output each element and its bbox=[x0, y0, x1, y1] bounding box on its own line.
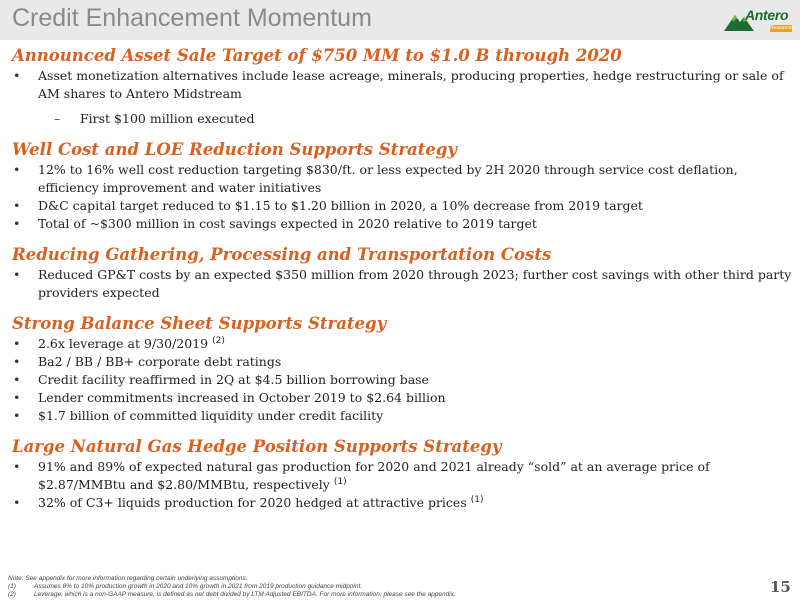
bullet-item bbox=[12, 494, 792, 512]
section-balance-sheet bbox=[12, 313, 792, 425]
section-heading: Well Cost and LOE Reduction Supports Strategy bbox=[12, 140, 457, 159]
footnote-item bbox=[8, 591, 708, 599]
bullet-item: • Asset monetization alternatives include lease acreage, minerals, producing properties, hedge restructuring or sale of AM shares to Antero Midstream bbox=[12, 67, 792, 103]
logo-subtitle: Resources bbox=[770, 25, 794, 31]
bullet-item bbox=[12, 458, 792, 494]
footnote-note: Note: See appendix for more information regarding certain underlying assumptions. bbox=[8, 575, 248, 582]
bullet-item bbox=[12, 335, 792, 353]
slide-content bbox=[12, 45, 792, 523]
bullet-item: • 12% to 16% well cost reduction targeting $830/ft. or less expected by 2H 2020 through service cost deflation, efficiency improvement and water initiatives bbox=[12, 161, 792, 197]
bullet-item: • D&C capital target reduced to $1.15 to $1.20 billion in 2020, a 10% decrease from 2019 target bbox=[12, 197, 792, 215]
slide-title: Credit Enhancement Momentum bbox=[12, 4, 372, 32]
footnote-text: Leverage, which is a non-GAAP measure, is defined as net debt divided by LTM Adjusted EBITDA. For more information, please see the appendix. bbox=[34, 591, 456, 598]
page-number: 15 bbox=[770, 578, 791, 596]
section-asset-sale bbox=[12, 45, 792, 128]
footnote-number: (1) bbox=[8, 583, 16, 590]
section-heading: Strong Balance Sheet Supports Strategy bbox=[12, 314, 387, 333]
bullet-text: 91% and 89% of expected natural gas production for 2020 and 2021 already “sold” at an average price of $2.87/MMBtu and $2.80/MMBtu, respectively bbox=[38, 459, 710, 492]
bullet-item: • Total of ~$300 million in cost savings expected in 2020 relative to 2019 target bbox=[12, 215, 792, 233]
footnote-item bbox=[8, 583, 708, 591]
sub-bullet-item: – First $100 million executed bbox=[12, 110, 792, 128]
section-hedge-position bbox=[12, 436, 792, 512]
footnote-ref: (1) bbox=[470, 495, 484, 505]
bullet-item: • Lender commitments increased in October 2019 to $2.64 billion bbox=[12, 389, 792, 407]
section-gpt-costs bbox=[12, 244, 792, 302]
bullet-item: • $1.7 billion of committed liquidity under credit facility bbox=[12, 407, 792, 425]
footnote-number: (2) bbox=[8, 591, 16, 598]
logo-wordmark: Antero bbox=[745, 7, 789, 23]
footnote-text: Assumes 8% to 10% production growth in 2020 and 10% growth in 2021 from 2019 production guidance midpoint. bbox=[34, 583, 363, 590]
section-heading: Large Natural Gas Hedge Position Supports Strategy bbox=[12, 437, 502, 456]
bullet-text: 32% of C3+ liquids production for 2020 hedged at attractive prices bbox=[38, 495, 467, 510]
title-bar bbox=[0, 0, 800, 40]
footnote-ref: (1) bbox=[333, 477, 347, 487]
bullet-item: • Credit facility reaffirmed in 2Q at $4.5 billion borrowing base bbox=[12, 371, 792, 389]
section-heading: Announced Asset Sale Target of $750 MM to $1.0 B through 2020 bbox=[12, 46, 622, 65]
bullet-item: • Reduced GP&T costs by an expected $350 million from 2020 through 2023; further cost savings with other third party providers expected bbox=[12, 266, 792, 302]
bullet-item: • Ba2 / BB / BB+ corporate debt ratings bbox=[12, 353, 792, 371]
bullet-text: 2.6x leverage at 9/30/2019 bbox=[38, 336, 209, 351]
antero-logo bbox=[724, 3, 796, 37]
footnotes bbox=[8, 575, 708, 599]
section-heading: Reducing Gathering, Processing and Transportation Costs bbox=[12, 245, 552, 264]
footnote-ref: (2) bbox=[212, 336, 225, 346]
section-well-cost bbox=[12, 139, 792, 233]
